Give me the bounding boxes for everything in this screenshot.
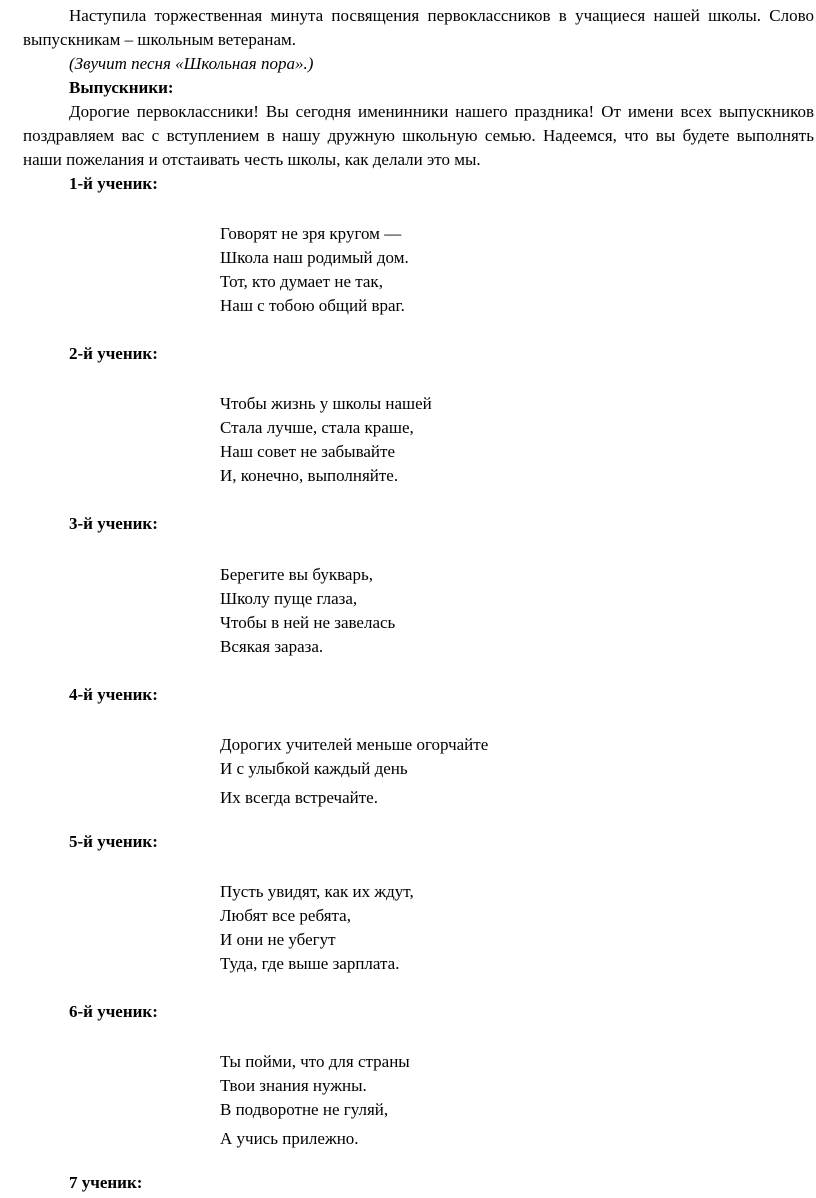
verse-line: А учись прилежно. bbox=[220, 1129, 359, 1148]
verse-line: Наш с тобою общий враг. bbox=[220, 296, 405, 315]
verse-block bbox=[220, 1050, 780, 1151]
verse-line: Стала лучше, стала краше, bbox=[220, 418, 414, 437]
speaker-label: 3-й ученик: bbox=[69, 514, 158, 533]
verse-line: Наш совет не забывайте bbox=[220, 442, 396, 461]
verse-block bbox=[220, 222, 780, 318]
song-note: (Звучит песня «Школьная пора».) bbox=[69, 54, 314, 73]
graduates-speech: Дорогие первоклассники! Вы сегодня именинники нашего праздника! От имени всех выпускников поздравляем вас с вступлением в нашу дружную школьную семью. Надеемся, что вы будете выполнять наши пожелания и отстаивать честь школы, как делали это мы. bbox=[23, 102, 814, 169]
verse-block bbox=[220, 392, 780, 488]
verse-line: Чтобы жизнь у школы нашей bbox=[220, 394, 432, 413]
verse-line: В подворотне не гуляй, bbox=[220, 1100, 389, 1119]
verse-line: И с улыбкой каждый день bbox=[220, 759, 408, 778]
speaker-label: 5-й ученик: bbox=[69, 832, 158, 851]
verse-line: Пусть увидят, как их ждут, bbox=[220, 882, 414, 901]
verse-line: И, конечно, выполняйте. bbox=[220, 466, 399, 485]
speaker-label: 6-й ученик: bbox=[69, 1002, 158, 1021]
verse-line: Их всегда встречайте. bbox=[220, 788, 378, 807]
verse-line: Дорогих учителей меньше огорчайте bbox=[220, 735, 489, 754]
verse-line: И они не убегут bbox=[220, 930, 336, 949]
speaker-label: 2-й ученик: bbox=[69, 344, 158, 363]
verse-line: Берегите вы букварь, bbox=[220, 565, 373, 584]
graduates-label: Выпускники: bbox=[69, 78, 174, 97]
verse-line: Чтобы в ней не завелась bbox=[220, 613, 396, 632]
verse-line: Твои знания нужны. bbox=[220, 1076, 367, 1095]
verse-line: Туда, где выше зарплата. bbox=[220, 954, 400, 973]
verse-line: Ты пойми, что для страны bbox=[220, 1052, 410, 1071]
verse-line: Говорят не зря кругом — bbox=[220, 224, 402, 243]
verse-line: Тот, кто думает не так, bbox=[220, 272, 383, 291]
verse-line: Школу пуще глаза, bbox=[220, 589, 358, 608]
intro-paragraph: Наступила торжественная минута посвящения первоклассников в учащиеся нашей школы. Слово выпускникам – школьным ветеранам. bbox=[23, 6, 814, 49]
verse-line: Любят все ребята, bbox=[220, 906, 351, 925]
speaker-label: 1-й ученик: bbox=[69, 174, 158, 193]
verse-block bbox=[220, 880, 780, 976]
verse-line: Всякая зараза. bbox=[220, 637, 324, 656]
verse-line: Школа наш родимый дом. bbox=[220, 248, 409, 267]
speaker-label: 7 ученик: bbox=[69, 1173, 143, 1192]
verse-block bbox=[220, 563, 780, 659]
verse-block bbox=[220, 733, 780, 810]
speaker-label: 4-й ученик: bbox=[69, 685, 158, 704]
